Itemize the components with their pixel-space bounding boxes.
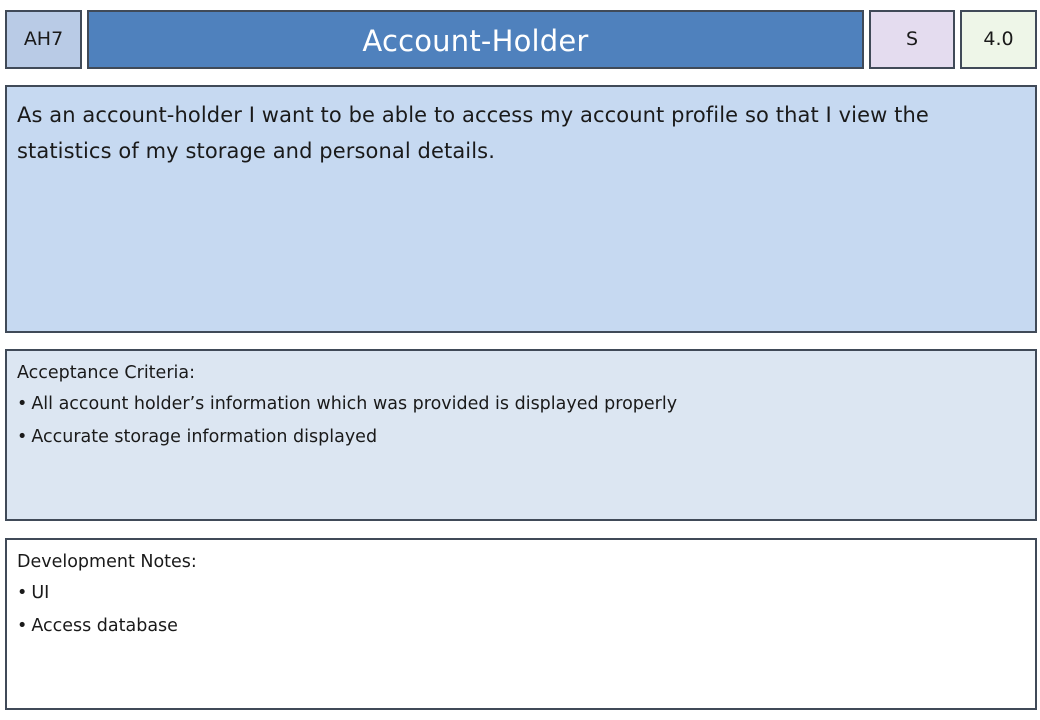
acceptance-criteria-panel <box>5 349 1037 521</box>
acceptance-criteria-item: • All account holder’s information which was provided is displayed properly <box>17 388 1025 421</box>
story-title-text: Account-Holder <box>362 24 589 58</box>
development-notes-panel <box>5 538 1037 710</box>
story-id-badge <box>5 10 82 69</box>
development-notes-item: • Access database <box>17 610 1025 643</box>
acceptance-criteria-item: • Accurate storage information displayed <box>17 421 1025 454</box>
user-story-text: As an account-holder I want to be able to access my account profile so that I view the statistics of my storage and personal details. <box>17 103 929 163</box>
user-story-panel <box>5 85 1037 333</box>
acceptance-criteria-heading: Acceptance Criteria: <box>17 363 195 383</box>
story-id-text: AH7 <box>23 28 64 50</box>
development-notes-list <box>17 577 1025 643</box>
story-size-text: S <box>905 28 919 50</box>
development-notes-item: • UI <box>17 577 1025 610</box>
story-size-badge <box>869 10 955 69</box>
story-points-text: 4.0 <box>983 28 1014 50</box>
acceptance-criteria-list <box>17 388 1025 454</box>
story-title-banner <box>87 10 864 69</box>
story-points-badge <box>960 10 1037 69</box>
development-notes-heading: Development Notes: <box>17 552 197 572</box>
